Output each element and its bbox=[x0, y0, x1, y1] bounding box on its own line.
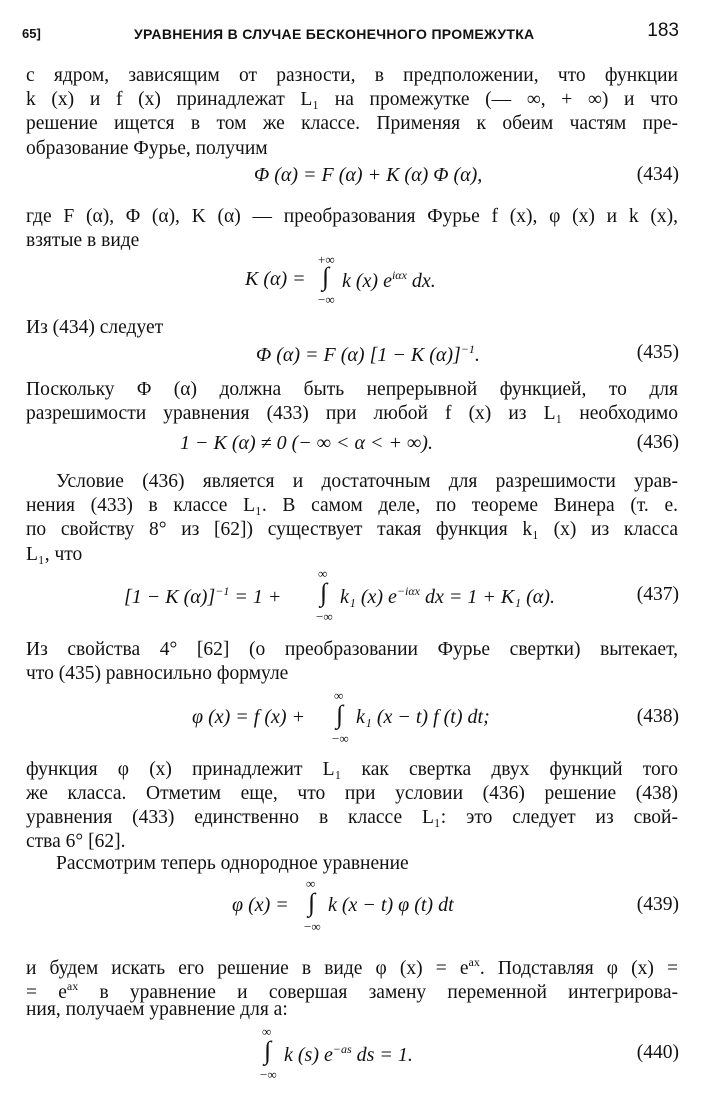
lower-limit: −∞ bbox=[332, 731, 349, 746]
integral-symbol: ∫ bbox=[322, 262, 330, 291]
text-line: и будем искать его решение в виде φ $(x) = e^{ax}$. Подставляя φ (x) = bbox=[26, 955, 678, 979]
text-line: разрешимости уравнения (433) при любой f (x) из L₁ необходимо bbox=[26, 403, 678, 424]
equation-lhs: [1 − K (α)]$^{-1}$ = 1 + bbox=[124, 584, 282, 608]
equation-438 bbox=[0, 688, 709, 754]
page-header bbox=[22, 18, 679, 44]
text-line: нения (433) в классе L₁. В самом деле, по теореме Винера (т. е. bbox=[26, 495, 678, 516]
equation-lhs: φ (x) = f (x) + bbox=[192, 706, 306, 728]
text-line: Из свойства 4° [62] (о преобразовании Фурье свертки) вытекает, bbox=[26, 639, 678, 660]
integral-symbol: ∫ bbox=[336, 700, 344, 729]
text-line: L₁, что bbox=[26, 544, 83, 565]
text-line: Из (434) следует bbox=[26, 317, 164, 338]
text-line: где F (α), Φ (α), K (α) — преобразования Фурье f (x), φ (x) и k (x), bbox=[26, 206, 678, 227]
lower-limit: −∞ bbox=[304, 919, 321, 934]
integrand: k (x − t) φ (t) dt bbox=[328, 894, 454, 916]
equation-body: 1 − K (α) ≠ 0 (− ∞ < α < + ∞). bbox=[180, 432, 433, 454]
text-line: = $e^{ax}$ в уравнение и совершая замену переменной интегрирова- bbox=[26, 979, 678, 1003]
text-line: образование Фурье, получим bbox=[26, 138, 268, 159]
upper-limit: ∞ bbox=[262, 1024, 272, 1039]
equation-lhs: φ (x) = bbox=[232, 894, 289, 916]
equation-number: (435) bbox=[636, 342, 679, 363]
equation-number: (439) bbox=[636, 894, 679, 915]
text-line: ния, получаем уравнение для a: bbox=[26, 999, 288, 1020]
lower-limit: −∞ bbox=[260, 1067, 277, 1082]
text-line: Условие (436) является и достаточным для разрешимости урав- bbox=[56, 471, 678, 492]
text-line: k (x) и f (x) принадлежат L₁ на промежутке (— ∞, + ∞) и что bbox=[26, 89, 678, 110]
equation-body: Φ (α) = F (α) [1 − K (α)]$^{-1}$. bbox=[256, 342, 480, 366]
integrand: k₁ (x) $e^{-i\alpha x}$ dx = 1 + K₁ (α). bbox=[340, 584, 555, 608]
lower-limit: −∞ bbox=[318, 292, 335, 307]
equation-440 bbox=[0, 1024, 709, 1094]
upper-limit: +∞ bbox=[318, 252, 335, 267]
lower-limit: −∞ bbox=[316, 609, 333, 624]
text-line: с ядром, зависящим от разности, в предположении, что функции bbox=[26, 65, 678, 86]
upper-limit: ∞ bbox=[306, 876, 316, 891]
text-line: функция φ (x) принадлежит L₁ как свертка двух функций того bbox=[26, 759, 678, 780]
text-line: ства 6° [62]. bbox=[26, 831, 126, 852]
integrand: k (x) $e^{i\alpha x}$ dx. bbox=[342, 268, 436, 292]
upper-limit: ∞ bbox=[334, 688, 344, 703]
upper-limit: ∞ bbox=[318, 566, 328, 581]
text-line: же класса. Отметим еще, что при условии (436) решение (438) bbox=[26, 783, 678, 804]
text-line: Рассмотрим теперь однородное уравнение bbox=[56, 853, 409, 874]
integrand: k (s) $e^{-as}$ ds = 1. bbox=[284, 1042, 413, 1066]
integral-symbol: ∫ bbox=[264, 1036, 272, 1065]
text-line: решение ищется в том же классе. Применяя к обеим частям пре- bbox=[26, 113, 678, 134]
running-title: УРАВНЕНИЯ В СЛУЧАЕ БЕСКОНЕЧНОГО ПРОМЕЖУТКА bbox=[134, 26, 535, 42]
equation-number: (434) bbox=[636, 164, 679, 185]
equation-number: (440) bbox=[636, 1042, 679, 1063]
integral-symbol: ∫ bbox=[320, 578, 328, 607]
text-line: уравнения (433) единственно в классе L₁: это следует из свой- bbox=[26, 807, 678, 828]
section-number: 65] bbox=[22, 26, 41, 41]
integrand: k₁ (x − t) f (t) dt; bbox=[356, 706, 490, 728]
text-line: что (435) равносильно формуле bbox=[26, 663, 289, 684]
equation-number: (436) bbox=[636, 432, 679, 453]
equation-number: (437) bbox=[636, 584, 679, 605]
equation-body: Φ (α) = F (α) + K (α) Φ (α), bbox=[254, 164, 483, 186]
equation-fourier-kernel bbox=[0, 252, 709, 312]
integral-symbol: ∫ bbox=[308, 888, 316, 917]
equation-lhs: K (α) = bbox=[245, 268, 306, 290]
text-line: Поскольку Φ (α) должна быть непрерывной функцией, то для bbox=[26, 379, 678, 400]
equation-439 bbox=[0, 876, 709, 942]
text-line: по свойству 8° из [62]) существует такая функция k₁ (x) из класса bbox=[26, 519, 678, 540]
equation-number: (438) bbox=[636, 706, 679, 727]
text-line: взятые в виде bbox=[26, 230, 140, 251]
page-number: 183 bbox=[647, 20, 679, 41]
equation-437 bbox=[0, 566, 709, 632]
